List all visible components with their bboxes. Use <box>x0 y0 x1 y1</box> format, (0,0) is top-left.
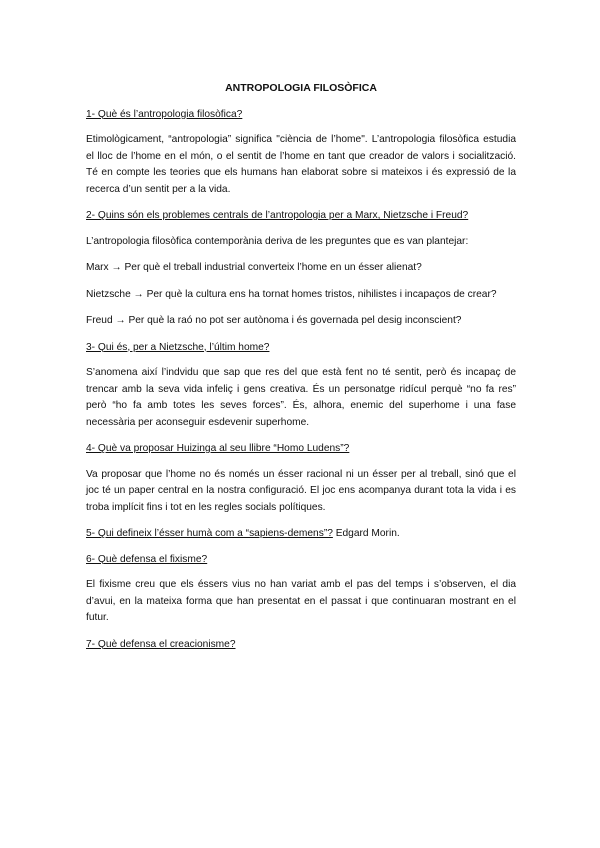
answer-2-nietzsche: Nietzsche → Per què la cultura ens ha tornat homes tristos, nihilistes i incapaços de crear? <box>86 288 497 300</box>
answer-2-marx: Marx → Per què el treball industrial converteix l’home en un ésser alienat? <box>86 262 422 273</box>
answer-1-paragraph: Etimològicament, “antropologia” significa "ciència de l’home". L’antropologia filosòfica estudia el lloc de l’home en el món, o el sentit de l’home en tant que creador de valors i socialització. Té en compte les teories que els humans han elaborat sobre si mateixos i és expressió de la recerca d’un sentit per a la vida. <box>86 134 516 195</box>
answer-2-freud: Freud → Per què la raó no pot ser autònoma i és governada pel desig inconscient? <box>86 315 462 326</box>
question-5-row <box>86 526 516 543</box>
question-1: 1- Què és l’antropologia filosòfica? <box>86 108 243 120</box>
question-7: 7- Què defensa el creacionisme? <box>86 638 236 650</box>
document-page <box>86 80 516 662</box>
answer-3-paragraph: S’anomena així l’indvidu que sap que res del que està fent no té sentit, però és incapaç de trencar amb la seva vida infeliç i gens creativa. És un personatge ridícul perquè “no fa res” però “ho fa amb totes les seves forces”. És, alhora, enemic del superhome i una fase necessària per aconseguir esdevenir superhome. <box>86 367 516 428</box>
question-6: 6- Què defensa el fixisme? <box>86 553 208 565</box>
page-title: ANTROPOLOGIA FILOSÒFICA <box>225 82 377 94</box>
answer-6-paragraph: El fixisme creu que els éssers vius no han variat amb el pas del temps i s’observen, el dia d’avui, en la mateixa forma que han presentat en el passat i que continuaran mostrant en el futur. <box>86 579 516 623</box>
answer-5-inline: Edgard Morin. <box>335 528 400 539</box>
question-3: 3- Qui és, per a Nietzsche, l’últim home? <box>86 341 270 353</box>
answer-2-intro: L’antropologia filosòfica contemporània deriva de les preguntes que es van plantejar: <box>86 235 469 247</box>
question-5: 5- Qui defineix l’ésser humà com a “sapiens-demens”? <box>86 528 333 539</box>
question-2: 2- Quins són els problemes centrals de l’antropologia per a Marx, Nietzsche i Freud? <box>86 210 469 221</box>
answer-4-paragraph: Va proposar que l’home no és només un ésser racional ni un ésser per al treball, sinó que el joc té un paper central en la nostra configuració. El joc ens acompanya durant tota la vida i es troba implícit fins i tot en les regles socials polítiques. <box>86 468 516 513</box>
question-4: 4- Què va proposar Huizinga al seu llibre “Homo Ludens”? <box>86 443 350 454</box>
